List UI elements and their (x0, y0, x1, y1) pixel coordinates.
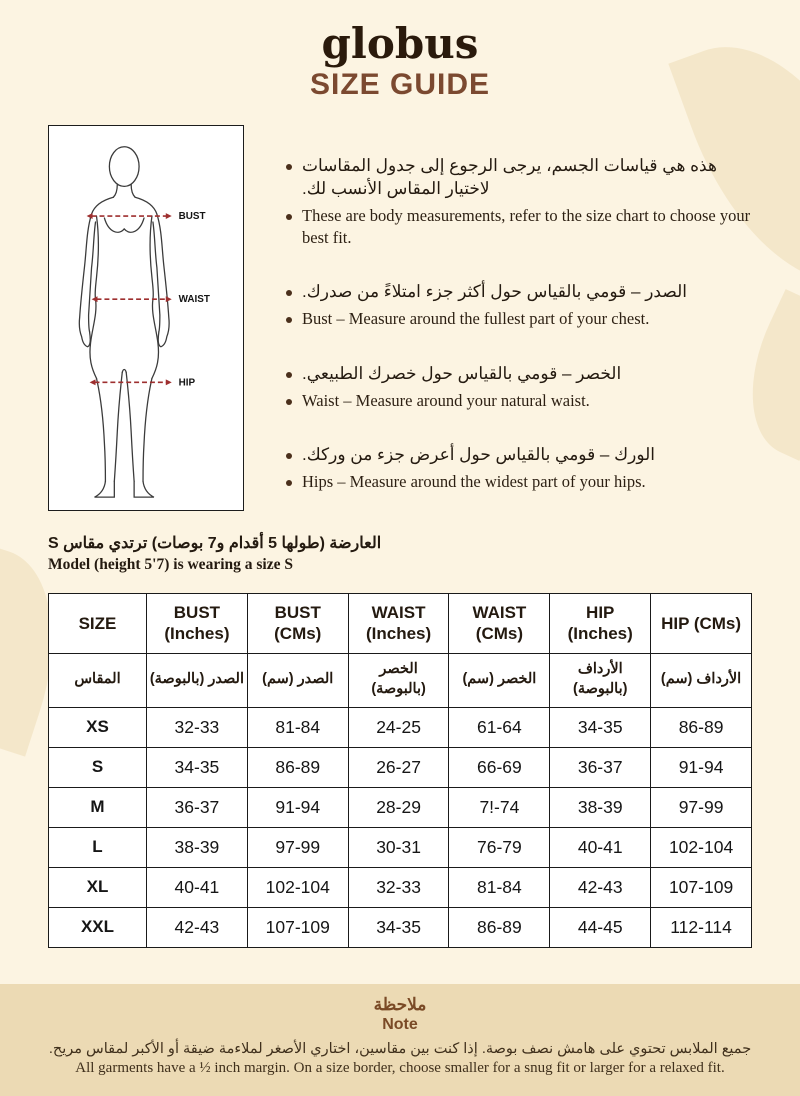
bullet-icon (286, 290, 292, 296)
measurement-cell: 86-89 (247, 747, 348, 787)
bullet-icon (286, 480, 292, 486)
table-row (49, 827, 752, 867)
instruction-text: هذه هي قياسات الجسم، يرجى الرجوع إلى جدول المقاسات لاختيار المقاس الأنسب لك. (302, 156, 717, 198)
note-section (0, 984, 800, 1096)
bullet-icon (286, 372, 292, 378)
measurement-cell: 32-33 (348, 867, 449, 907)
column-header-en: BUST (CMs) (247, 594, 348, 654)
size-cell: L (49, 827, 147, 867)
column-header-ar: الصدر (سم) (247, 653, 348, 707)
measurement-cell: 34-35 (550, 707, 651, 747)
column-header-en: HIP (CMs) (651, 594, 752, 654)
measurement-cell: 76-79 (449, 827, 550, 867)
measurement-cell: 36-37 (550, 747, 651, 787)
column-header-en: HIP (Inches) (550, 594, 651, 654)
table-header-row-ar (49, 653, 752, 707)
measurement-cell: 40-41 (147, 867, 248, 907)
instruction-text: الورك – قومي بالقياس حول أعرض جزء من وركك. (302, 444, 656, 464)
size-chart (48, 593, 752, 948)
measurement-cell: 32-33 (147, 707, 248, 747)
measurement-cell: 42-43 (550, 867, 651, 907)
measurement-cell: 7!-74 (449, 787, 550, 827)
measurement-cell: 91-94 (247, 787, 348, 827)
table-header-row-en (49, 594, 752, 654)
instruction-text: الصدر – قومي بالقياس حول أكثر جزء امتلاءً من صدرك. (302, 282, 687, 302)
column-header-ar: الأرداف (بالبوصة) (550, 653, 651, 707)
size-cell: XXL (49, 907, 147, 947)
instruction-text: Hips – Measure around the widest part of your hips. (302, 471, 646, 491)
column-header-en: WAIST (Inches) (348, 594, 449, 654)
instruction-group (286, 363, 754, 412)
page-header (0, 0, 800, 102)
column-header-ar: المقاس (49, 653, 147, 707)
column-header-ar: الصدر (بالبوصة) (147, 653, 248, 707)
column-header-en: BUST (Inches) (147, 594, 248, 654)
model-note-arabic: العارضة (طولها 5 أقدام و7 بوصات) ترتدي مقاس S (48, 535, 382, 552)
measurement-cell: 102-104 (651, 827, 752, 867)
measurement-cell: 30-31 (348, 827, 449, 867)
size-table (48, 593, 752, 948)
column-header-ar: الخصر (سم) (449, 653, 550, 707)
note-body-english: All garments have a ½ inch margin. On a size border, choose smaller for a snug fit or larger for a relaxed fit. (75, 1060, 725, 1076)
note-body-arabic: جميع الملابس تحتوي على هامش نصف بوصة. إذا كنت بين مقاسين، اختاري الأصغر لملاءمة ضيقة أو الأكبر لمقاس مريح. (48, 1041, 752, 1057)
instruction-item-ar (286, 155, 754, 201)
instruction-item-en (286, 390, 754, 412)
measurement-cell: 97-99 (651, 787, 752, 827)
measurement-cell: 66-69 (449, 747, 550, 787)
instruction-item-ar (286, 363, 754, 386)
bullet-icon (286, 164, 292, 170)
measurement-cell: 102-104 (247, 867, 348, 907)
table-row (49, 787, 752, 827)
measurement-cell: 44-45 (550, 907, 651, 947)
instruction-text: Bust – Measure around the fullest part of your chest. (302, 309, 650, 329)
bullet-icon (286, 399, 292, 405)
instruction-item-ar (286, 444, 754, 467)
measurement-cell: 107-109 (651, 867, 752, 907)
model-note-english: Model (height 5'7) is wearing a size S (48, 556, 293, 573)
bust-label: BUST (178, 211, 206, 223)
column-header-ar: الأرداف (سم) (651, 653, 752, 707)
measurement-lines (92, 216, 167, 382)
instruction-group (286, 155, 754, 249)
measurement-cell: 107-109 (247, 907, 348, 947)
instruction-group (286, 281, 754, 330)
size-table-body (49, 707, 752, 947)
measurement-cell: 38-39 (550, 787, 651, 827)
measurement-cell: 40-41 (550, 827, 651, 867)
instruction-text: These are body measurements, refer to the size chart to choose your best fit. (302, 205, 751, 248)
measurement-cell: 28-29 (348, 787, 449, 827)
measurement-cell: 26-27 (348, 747, 449, 787)
waist-label: WAIST (178, 294, 210, 306)
page-title: SIZE GUIDE (309, 68, 491, 102)
instruction-item-en (286, 471, 754, 493)
note-title-english: Note (382, 1016, 418, 1033)
body-outline (79, 147, 169, 497)
bullet-icon (286, 214, 292, 220)
measurement-cell: 97-99 (247, 827, 348, 867)
size-cell: S (49, 747, 147, 787)
instructions-list (286, 155, 754, 525)
model-note (48, 533, 381, 574)
table-row (49, 747, 752, 787)
measurement-cell: 34-35 (147, 747, 248, 787)
measurement-cell: 81-84 (449, 867, 550, 907)
size-cell: M (49, 787, 147, 827)
instruction-group (286, 444, 754, 493)
instruction-item-en (286, 308, 754, 330)
column-header-en: WAIST (CMs) (449, 594, 550, 654)
table-row (49, 907, 752, 947)
brand-logo: globus (321, 19, 479, 68)
measurement-cell: 86-89 (449, 907, 550, 947)
body-figure-svg (49, 126, 243, 510)
table-row (49, 707, 752, 747)
instruction-text: Waist – Measure around your natural waist. (302, 390, 590, 410)
measurement-cell: 38-39 (147, 827, 248, 867)
measurement-cell: 61-64 (449, 707, 550, 747)
measurement-cell: 81-84 (247, 707, 348, 747)
measurement-cell: 112-114 (651, 907, 752, 947)
size-cell: XL (49, 867, 147, 907)
size-cell: XS (49, 707, 147, 747)
instruction-text: الخصر – قومي بالقياس حول خصرك الطبيعي. (302, 363, 622, 383)
measurement-cell: 36-37 (147, 787, 248, 827)
measurement-cell: 42-43 (147, 907, 248, 947)
measurement-cell: 34-35 (348, 907, 449, 947)
instruction-item-ar (286, 281, 754, 304)
measurement-cell: 86-89 (651, 707, 752, 747)
hip-label: HIP (178, 377, 196, 389)
measurement-cell: 91-94 (651, 747, 752, 787)
bullet-icon (286, 453, 292, 459)
column-header-en: SIZE (49, 594, 147, 654)
note-title-arabic: ملاحظة (373, 995, 427, 1014)
instruction-item-en (286, 205, 754, 250)
bullet-icon (286, 317, 292, 323)
column-header-ar: الخصر (بالبوصة) (348, 653, 449, 707)
table-row (49, 867, 752, 907)
body-measurement-diagram (48, 125, 244, 511)
measurement-cell: 24-25 (348, 707, 449, 747)
